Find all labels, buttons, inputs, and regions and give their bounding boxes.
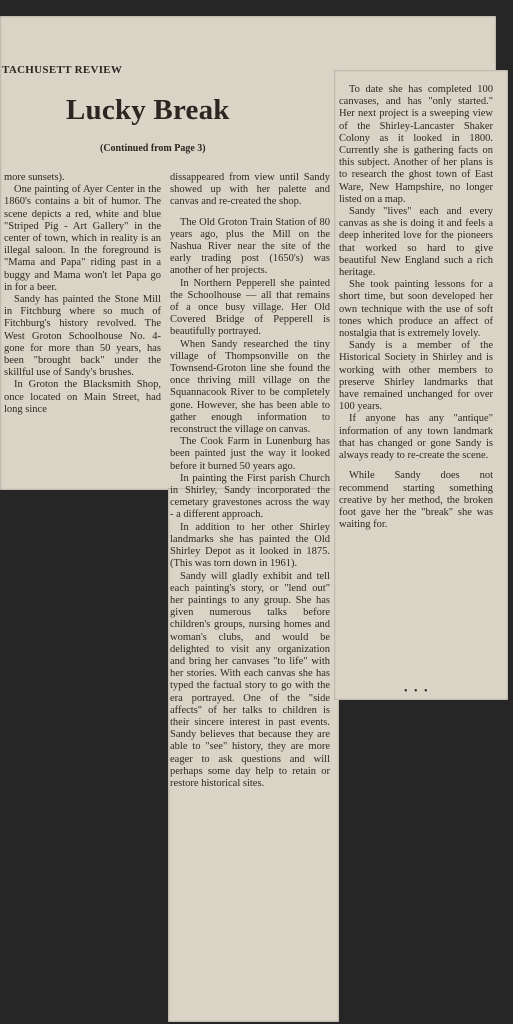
paragraph: While Sandy does not recommend starting something creative by her method, the broken foot gave her the "break" she was waiting for. [339,470,493,531]
paragraph: In addition to her other Shirley landmarks she has painted the Old Shirley Depot as it looked in 1875. (This was torn down in 1961). [170,521,330,570]
paragraph: One painting of Ayer Center in the 1860's contains a bit of humor. The scene depicts a red, white and blue "Striped Pig - Art Gallery" in the center of town, which in reality is an illegal saloon. In the foreground is "Mama and Papa" riding past in a buggy and Mama won't let Papa go in for a beer. [4,184,161,293]
paragraph: Sandy "lives" each and every canvas as she is doing it and feels a deep inherited love for the pioneers that worked so hard to give beautiful New England such a rich heritage. [339,206,493,279]
paragraph: Sandy is a member of the Historical Society in Shirley and is working with other members to preserve Shirley landmarks that have remained unchanged for over 100 years. [339,340,493,413]
paragraph: In Groton the Blacksmith Shop, once located on Main Street, had long since [4,379,161,415]
paragraph: In Northern Pepperell she painted the Schoolhouse — all that remains of a once busy village. Her Old Covered Bridge of Pepperell is beautifully portrayed. [170,277,330,338]
paragraph: When Sandy researched the tiny village of Thompsonville on the Townsend-Groton line she found the once thriving mill village on the Squannacook River to be completely gone. However, she has been able to gather enough information to reconstruct the village on canvas. [170,338,330,436]
article-column-1 [4,172,161,416]
headline: Lucky Break [66,94,230,126]
article-column-2 [170,172,330,790]
paragraph: dissappeared from view until Sandy showed up with her palette and canvas and re-created the shop. [170,172,330,208]
paragraph: She took painting lessons for a short time, but soon developed her own technique with the use of soft tones which produce an affect of nostalgia that is extremely lovely. [339,279,493,340]
paragraph: The Old Groton Train Station of 80 years ago, plus the Mill on the Nashua River near the site of the early trading post (1650's) was another of her projects. [170,216,330,277]
paragraph: If anyone has any "antique" information of any town landmark that has changed or gone Sandy is always ready to re-create the scene. [339,413,493,462]
paragraph: To date she has completed 100 canvases, and has "only started." Her next project is a sweeping view of the Shirley-Lancaster Shaker Colony as it looked in 1800. Currently she is gathering facts on this subject. Another of her plans is to research the ghost town of East Ware, New Hampshire, no longer listed on a map. [339,84,493,205]
masthead: TACHUSETT REVIEW [2,64,123,76]
continued-note: (Continued from Page 3) [100,143,206,154]
paragraph: In painting the First parish Church in Shirley, Sandy incorporated the cemetary gravestones across the way - a different approach. [170,472,330,521]
article-column-3 [339,84,493,531]
paragraph: more sunsets). [4,172,65,183]
paragraph: The Cook Farm in Lunenburg has been painted just the way it looked before it burned 50 years ago. [170,436,330,472]
end-mark: • • • [404,686,430,697]
paragraph: Sandy will gladly exhibit and tell each painting's story, or "lend out" her paintings to any group. She has given numerous talks before children's groups, nursing homes and woman's clubs, and would be delighted to visit any organization and bring her canvases "to life" with her stories. With each canvas she has typed the factual story to go with the era portrayed. One of the "side affects" of her talks to children is their sincere interest in past events. Sandy believes that because they are able to "see" history, they are more eager to ask questions and will perhaps some day help to retain or restore historical sites. [170,570,330,789]
paragraph: Sandy has painted the Stone Mill in Fitchburg where so much of Fitchburg's history revolved. The West Groton Schoolhouse No. 4-gone for more than 50 years, has been "brought back" under the skillful use of Sandy's brushes. [4,294,161,379]
